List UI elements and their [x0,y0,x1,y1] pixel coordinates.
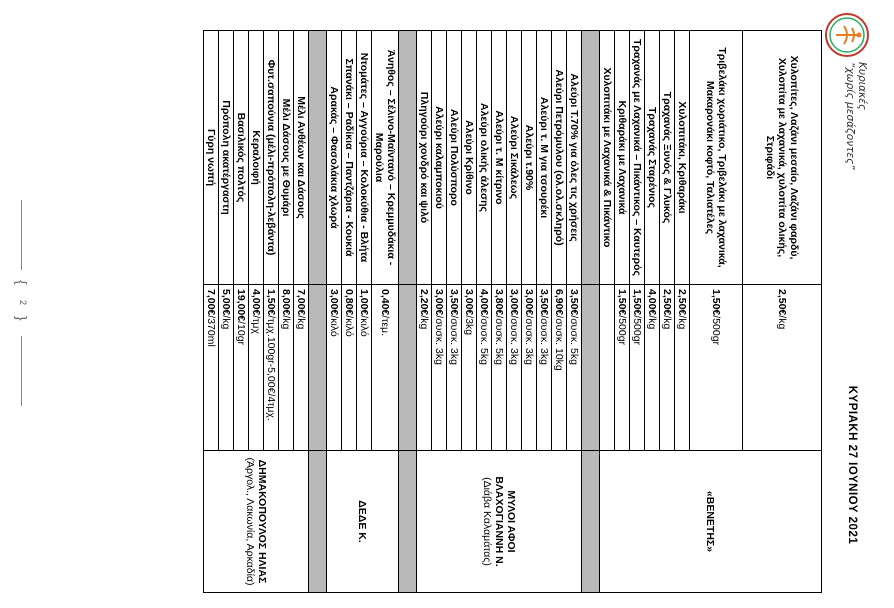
product-price: 3,50€/συσκ. 3kg [537,285,552,451]
product-price: 5,00€/kg [219,285,234,451]
product-price: 3,00€/κιλό [327,285,342,451]
brand-line-2: “χωρίς μεσάζοντες” [844,62,856,170]
product-name: Αλεύρι τ. Μ κίτρινο [492,31,507,285]
section-separator [399,31,417,593]
product-price: 2,50€/kg [743,285,822,451]
product-name: Γύρη νωπή [204,31,219,285]
product-name: Μέλι Ανθέων και Δάσους [294,31,309,285]
product-price: 2,20€/kg [417,285,432,451]
product-name: Αλεύρι Πετρόμυλου (ολ.ολ.σκληρό) [552,31,567,285]
product-name: Άνηθος – Σέλινο-Μαϊντανό – Κρεμμυδάκια - Μαρούλια [372,31,399,285]
product-name: Αλεύρι τ. Μ για τσουρέκι [537,31,552,285]
product-price: 4,00€/συσκ. 5kg [477,285,492,451]
product-name: Τραχανάς με Λαχανικά – Πικάντικος – Καυτερός [630,31,645,285]
product-name: Αλεύρι Κρίθινο [462,31,477,285]
product-price: 3,00€/συσκ. 3kg [432,285,447,451]
table-row [372,31,399,593]
product-name: Σπανάκι – Ραδίκια – Παντζάρια - Κουκιά [342,31,357,285]
product-name: Ντομάτες – Αγγούρια – Κολοκύθια - Βλήτα [357,31,372,285]
section-separator [309,31,327,593]
product-name: Κριθαράκι με Λαχανικά [615,31,630,285]
table-row [567,31,582,593]
vendor-location: (Διάβα Καλαμάτας) [481,477,493,566]
product-price: 19,00€/10gr [234,285,249,451]
footer-bracket-right: } [14,316,30,321]
product-name: Αλεύρι τ.90% [522,31,537,285]
logo-icon [824,12,870,58]
vendor-name: ΜΥΛΟΙ ΑΦΟΙ ΒΛΑΧΟΓΙΑΝΝΗ Ν. [493,476,517,567]
product-name: Φυτ.σαπούνια (μέλι-πρόπολη-λεβάντα) [264,31,279,285]
brand-line-1: Κυριακές [856,62,868,111]
product-name: Αλεύρι Σικάλεως [507,31,522,285]
vendor-name: ΔΕΔΕ Κ. [356,500,369,543]
product-price: 2,50€/kg [660,285,675,451]
footer-rule [21,336,22,406]
product-price: 0,40€/τεμ. [372,285,399,451]
vendor-cell [600,451,822,593]
product-price: 1,50€/500gr [615,285,630,451]
product-name: Τριβελάκι χωριάτικο, Τριβελάκι με λαχανικά, Μακαρονάκι κοφτό, Ταλιατέλες [690,31,743,285]
product-name: Αλεύρι ολικής άλεσης [477,31,492,285]
product-name: Χυλοπιτάκι, Κριθαράκι [675,31,690,285]
product-name: Πληγούρι χονδρό και ψιλό [417,31,432,285]
page-footer [12,200,32,410]
product-price: 4,00€/τμχ [249,285,264,451]
vendor-name: «ΒΕΝΕΤΗΣ» [704,490,717,553]
page-date: ΚΥΡΙΑΚΗ 27 ΙΟΥΝΙΟΥ 2021 [846,385,858,545]
price-table [203,30,822,593]
product-name: Μέλι Δάσους με Θυμάρι [279,31,294,285]
product-name: Χυλοπίτες, Λαζάνι μεσαίο, Λαζάνι φαρδύ, Χυλοπίτα με λαχανικά, χυλοπίτα ολικής, Στριφάδι [743,31,822,285]
product-name: Αρακάς – Φασολάκια χλωρά [327,31,342,285]
product-price: 1,50€/τμχ.100gr-5,00€/4τμχ. [264,285,279,451]
product-name: Πρόπολη ακατέργαστη [219,31,234,285]
page-number: 2 [18,300,28,306]
product-price: 1,50€/500gr [690,285,743,451]
product-price: 6,90€/συσκ. 10kg [552,285,567,451]
product-name: Τραχανάς Ξυνός & Γλυκός [660,31,675,285]
vendor-location: (Άργολ., Λακωνία, Αρκαδία) [244,457,256,586]
product-price: 7,00€/kg [294,285,309,451]
product-price: 8,00€/kg [279,285,294,451]
product-name: Χυλοπιτάκι με Λαχανικά & Πικάντικο [600,31,615,285]
product-price: 7,00€/370ml [204,285,219,451]
vendor-cell [327,451,399,593]
product-price: 3,80€/συσκ. 5kg [492,285,507,451]
table-row [743,31,822,593]
product-price: 3,00€/3kg [462,285,477,451]
product-price: 3,00€/συσκ. 3kg [507,285,522,451]
product-name: Αλεύρι Τ.70% για όλες τις χρήσεις [567,31,582,285]
section-separator [582,31,600,593]
product-price: 2,50€/kg [675,285,690,451]
product-name: Αλεύρι καλαμποκιού [432,31,447,285]
product-name: Βασιλικός πολτός [234,31,249,285]
product-name: Κεραλοιφή [249,31,264,285]
product-price: 0,80€/κιλό [342,285,357,451]
product-name: Αλεύρι Πολύσπορο [447,31,462,285]
product-price: 3,00€/συσκ. 3kg [522,285,537,451]
product-price: 1,50€/500gr [630,285,645,451]
product-price: 3,50€/συσκ. 5kg [567,285,582,451]
product-price: 3,50€/συσκ. 3kg [447,285,462,451]
product-price [600,285,615,451]
product-price: 4,00€/kg [645,285,660,451]
footer-rule [21,200,22,270]
vendor-name: ΔΗΜΑΚΟΠΟΥΛΟΣ ΗΛΙΑΣ [256,459,268,584]
brand-name [844,62,868,182]
vendor-cell [204,451,309,593]
product-name: Τραχανάς Σταρένιος [645,31,660,285]
footer-bracket-left: { [14,280,30,285]
product-price: 1,00€/κιλό [357,285,372,451]
vendor-cell [417,451,582,593]
table-row [294,31,309,593]
